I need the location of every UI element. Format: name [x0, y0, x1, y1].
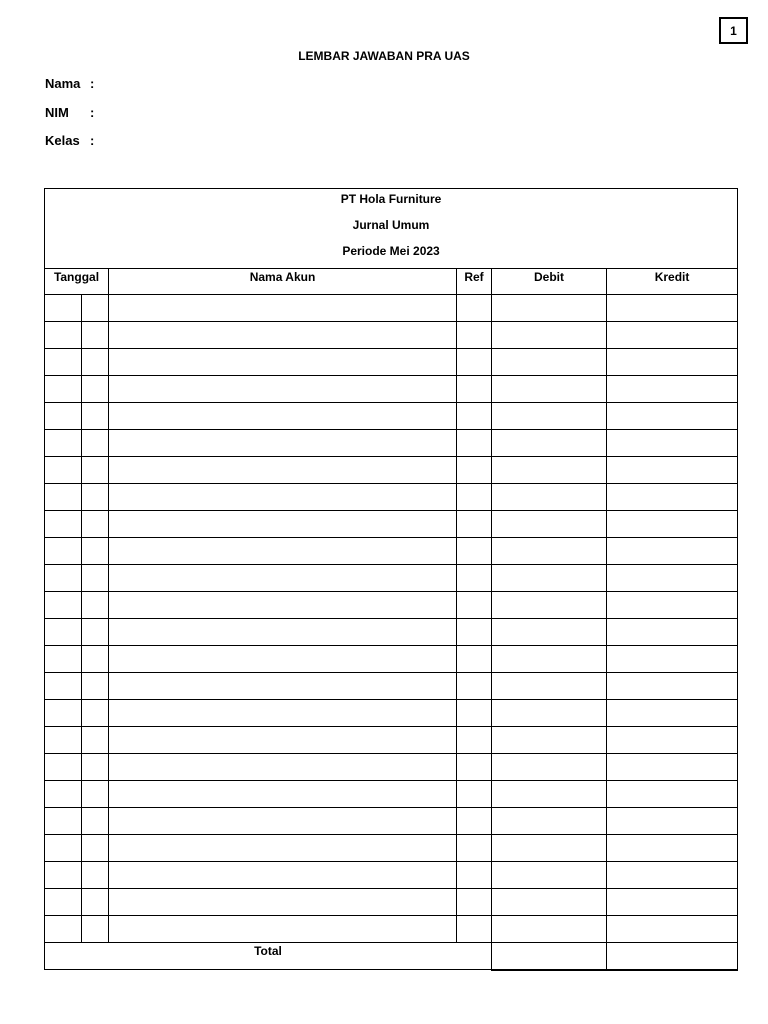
- date-month-cell[interactable]: [45, 700, 82, 727]
- date-month-cell[interactable]: [45, 727, 82, 754]
- date-month-cell[interactable]: [45, 889, 82, 916]
- debit-cell[interactable]: [492, 835, 607, 862]
- date-month-cell[interactable]: [45, 349, 82, 376]
- column-header-nama-akun: Nama Akun: [109, 269, 457, 295]
- kredit-cell[interactable]: [607, 592, 738, 619]
- debit-cell[interactable]: [492, 295, 607, 322]
- account-name-cell[interactable]: [109, 322, 457, 349]
- date-month-cell[interactable]: [45, 808, 82, 835]
- table-row: [45, 349, 738, 376]
- account-name-cell[interactable]: [109, 889, 457, 916]
- ref-cell[interactable]: [457, 646, 492, 673]
- kredit-cell[interactable]: [607, 295, 738, 322]
- table-row: [45, 592, 738, 619]
- account-name-cell[interactable]: [109, 673, 457, 700]
- date-month-cell[interactable]: [45, 781, 82, 808]
- date-month-cell[interactable]: [45, 403, 82, 430]
- debit-cell[interactable]: [492, 916, 607, 943]
- debit-cell[interactable]: [492, 457, 607, 484]
- date-month-cell[interactable]: [45, 916, 82, 943]
- ref-cell[interactable]: [457, 808, 492, 835]
- debit-cell[interactable]: [492, 592, 607, 619]
- column-header-debit: Debit: [492, 269, 607, 295]
- date-month-cell[interactable]: [45, 511, 82, 538]
- debit-cell[interactable]: [492, 862, 607, 889]
- column-header-kredit: Kredit: [607, 269, 738, 295]
- kredit-cell[interactable]: [607, 700, 738, 727]
- account-name-cell[interactable]: [109, 727, 457, 754]
- table-row: [45, 403, 738, 430]
- kredit-cell[interactable]: [607, 781, 738, 808]
- ref-cell[interactable]: [457, 295, 492, 322]
- kredit-cell[interactable]: [607, 646, 738, 673]
- date-month-cell[interactable]: [45, 592, 82, 619]
- ref-cell[interactable]: [457, 538, 492, 565]
- kredit-cell[interactable]: [607, 565, 738, 592]
- date-day-cell[interactable]: [82, 835, 109, 862]
- table-row: [45, 619, 738, 646]
- debit-cell[interactable]: [492, 430, 607, 457]
- date-month-cell[interactable]: [45, 754, 82, 781]
- ref-cell[interactable]: [457, 835, 492, 862]
- date-day-cell[interactable]: [82, 511, 109, 538]
- account-name-cell[interactable]: [109, 646, 457, 673]
- debit-cell[interactable]: [492, 322, 607, 349]
- debit-cell[interactable]: [492, 781, 607, 808]
- company-name: PT Hola Furniture: [340, 192, 442, 206]
- total-debit-cell[interactable]: [492, 943, 607, 970]
- date-day-cell[interactable]: [82, 592, 109, 619]
- table-row: [45, 700, 738, 727]
- table-row: [45, 565, 738, 592]
- date-day-cell[interactable]: [82, 430, 109, 457]
- debit-cell[interactable]: [492, 349, 607, 376]
- date-day-cell[interactable]: [82, 646, 109, 673]
- date-day-cell[interactable]: [82, 754, 109, 781]
- debit-cell[interactable]: [492, 727, 607, 754]
- debit-cell[interactable]: [492, 403, 607, 430]
- kredit-cell[interactable]: [607, 430, 738, 457]
- account-name-cell[interactable]: [109, 619, 457, 646]
- journal-table: [44, 188, 738, 971]
- journal-title: Jurnal Umum: [352, 218, 430, 232]
- kredit-cell[interactable]: [607, 889, 738, 916]
- table-row: [45, 295, 738, 322]
- date-month-cell[interactable]: [45, 376, 82, 403]
- table-row: [45, 862, 738, 889]
- debit-cell[interactable]: [492, 619, 607, 646]
- column-header-ref: Ref: [457, 269, 492, 295]
- table-row: [45, 916, 738, 943]
- account-name-cell[interactable]: [109, 700, 457, 727]
- debit-cell[interactable]: [492, 808, 607, 835]
- debit-cell[interactable]: [492, 565, 607, 592]
- account-name-cell[interactable]: [109, 349, 457, 376]
- account-name-cell[interactable]: [109, 565, 457, 592]
- kredit-cell[interactable]: [607, 349, 738, 376]
- account-name-cell[interactable]: [109, 538, 457, 565]
- date-day-cell[interactable]: [82, 295, 109, 322]
- ref-cell[interactable]: [457, 781, 492, 808]
- kredit-cell[interactable]: [607, 538, 738, 565]
- total-label: Total: [45, 943, 492, 970]
- table-row: [45, 754, 738, 781]
- date-month-cell[interactable]: [45, 862, 82, 889]
- ref-cell[interactable]: [457, 322, 492, 349]
- date-day-cell[interactable]: [82, 916, 109, 943]
- table-row: [45, 538, 738, 565]
- table-row: [45, 511, 738, 538]
- debit-cell[interactable]: [492, 673, 607, 700]
- date-day-cell[interactable]: [82, 889, 109, 916]
- account-name-cell[interactable]: [109, 295, 457, 322]
- date-month-cell[interactable]: [45, 295, 82, 322]
- ref-cell[interactable]: [457, 727, 492, 754]
- date-month-cell[interactable]: [45, 322, 82, 349]
- kredit-cell[interactable]: [607, 484, 738, 511]
- total-kredit-cell[interactable]: [607, 943, 738, 970]
- date-month-cell[interactable]: [45, 673, 82, 700]
- date-day-cell[interactable]: [82, 727, 109, 754]
- ref-cell[interactable]: [457, 862, 492, 889]
- date-day-cell[interactable]: [82, 781, 109, 808]
- account-name-cell[interactable]: [109, 403, 457, 430]
- ref-cell[interactable]: [457, 484, 492, 511]
- account-name-cell[interactable]: [109, 916, 457, 943]
- date-day-cell[interactable]: [82, 376, 109, 403]
- table-row: [45, 457, 738, 484]
- debit-cell[interactable]: [492, 754, 607, 781]
- nim-label: NIM: [45, 105, 69, 120]
- table-row: [45, 781, 738, 808]
- kredit-cell[interactable]: [607, 916, 738, 943]
- column-header-tanggal: Tanggal: [45, 269, 109, 295]
- kelas-colon: :: [90, 133, 95, 148]
- date-day-cell[interactable]: [82, 862, 109, 889]
- table-row: [45, 835, 738, 862]
- ref-cell[interactable]: [457, 430, 492, 457]
- kredit-cell[interactable]: [607, 754, 738, 781]
- account-name-cell[interactable]: [109, 511, 457, 538]
- date-day-cell[interactable]: [82, 619, 109, 646]
- kredit-cell[interactable]: [607, 673, 738, 700]
- ref-cell[interactable]: [457, 754, 492, 781]
- account-name-cell[interactable]: [109, 754, 457, 781]
- date-month-cell[interactable]: [45, 457, 82, 484]
- ref-cell[interactable]: [457, 673, 492, 700]
- date-month-cell[interactable]: [45, 619, 82, 646]
- page-number: 1: [730, 23, 737, 38]
- nama-colon: :: [90, 76, 95, 91]
- kredit-cell[interactable]: [607, 727, 738, 754]
- account-name-cell[interactable]: [109, 781, 457, 808]
- date-day-cell[interactable]: [82, 484, 109, 511]
- date-day-cell[interactable]: [82, 808, 109, 835]
- debit-cell[interactable]: [492, 700, 607, 727]
- ref-cell[interactable]: [457, 700, 492, 727]
- date-month-cell[interactable]: [45, 484, 82, 511]
- ref-cell[interactable]: [457, 511, 492, 538]
- debit-cell[interactable]: [492, 889, 607, 916]
- kredit-cell[interactable]: [607, 376, 738, 403]
- kelas-label: Kelas: [45, 133, 80, 148]
- kredit-cell[interactable]: [607, 808, 738, 835]
- table-row: [45, 646, 738, 673]
- debit-cell[interactable]: [492, 511, 607, 538]
- nama-label: Nama: [45, 76, 81, 91]
- kredit-cell[interactable]: [607, 835, 738, 862]
- date-month-cell[interactable]: [45, 538, 82, 565]
- debit-cell[interactable]: [492, 646, 607, 673]
- date-day-cell[interactable]: [82, 538, 109, 565]
- kredit-cell[interactable]: [607, 457, 738, 484]
- debit-cell[interactable]: [492, 484, 607, 511]
- account-name-cell[interactable]: [109, 376, 457, 403]
- debit-cell[interactable]: [492, 538, 607, 565]
- document-title: LEMBAR JAWABAN PRA UAS: [298, 49, 470, 63]
- kredit-cell[interactable]: [607, 619, 738, 646]
- table-row: [45, 322, 738, 349]
- date-day-cell[interactable]: [82, 565, 109, 592]
- ref-cell[interactable]: [457, 619, 492, 646]
- date-day-cell[interactable]: [82, 322, 109, 349]
- kredit-cell[interactable]: [607, 403, 738, 430]
- table-row: [45, 673, 738, 700]
- journal-period: Periode Mei 2023: [342, 244, 440, 258]
- ref-cell[interactable]: [457, 889, 492, 916]
- table-row: [45, 808, 738, 835]
- journal-header: [45, 189, 738, 269]
- kredit-cell[interactable]: [607, 862, 738, 889]
- debit-cell[interactable]: [492, 376, 607, 403]
- page-number-box: [719, 17, 748, 44]
- account-name-cell[interactable]: [109, 592, 457, 619]
- kredit-cell[interactable]: [607, 511, 738, 538]
- account-name-cell[interactable]: [109, 808, 457, 835]
- date-month-cell[interactable]: [45, 835, 82, 862]
- account-name-cell[interactable]: [109, 835, 457, 862]
- table-row: [45, 889, 738, 916]
- date-day-cell[interactable]: [82, 700, 109, 727]
- date-month-cell[interactable]: [45, 565, 82, 592]
- ref-cell[interactable]: [457, 457, 492, 484]
- ref-cell[interactable]: [457, 916, 492, 943]
- date-day-cell[interactable]: [82, 673, 109, 700]
- account-name-cell[interactable]: [109, 430, 457, 457]
- date-day-cell[interactable]: [82, 403, 109, 430]
- table-row: [45, 376, 738, 403]
- date-month-cell[interactable]: [45, 646, 82, 673]
- date-month-cell[interactable]: [45, 430, 82, 457]
- table-row: [45, 430, 738, 457]
- table-row: [45, 727, 738, 754]
- kredit-cell[interactable]: [607, 322, 738, 349]
- ref-cell[interactable]: [457, 565, 492, 592]
- ref-cell[interactable]: [457, 376, 492, 403]
- total-row: [45, 943, 738, 970]
- ref-cell[interactable]: [457, 349, 492, 376]
- table-row: [45, 484, 738, 511]
- date-day-cell[interactable]: [82, 457, 109, 484]
- ref-cell[interactable]: [457, 592, 492, 619]
- account-name-cell[interactable]: [109, 862, 457, 889]
- account-name-cell[interactable]: [109, 457, 457, 484]
- date-day-cell[interactable]: [82, 349, 109, 376]
- ref-cell[interactable]: [457, 403, 492, 430]
- account-name-cell[interactable]: [109, 484, 457, 511]
- nim-colon: :: [90, 105, 95, 120]
